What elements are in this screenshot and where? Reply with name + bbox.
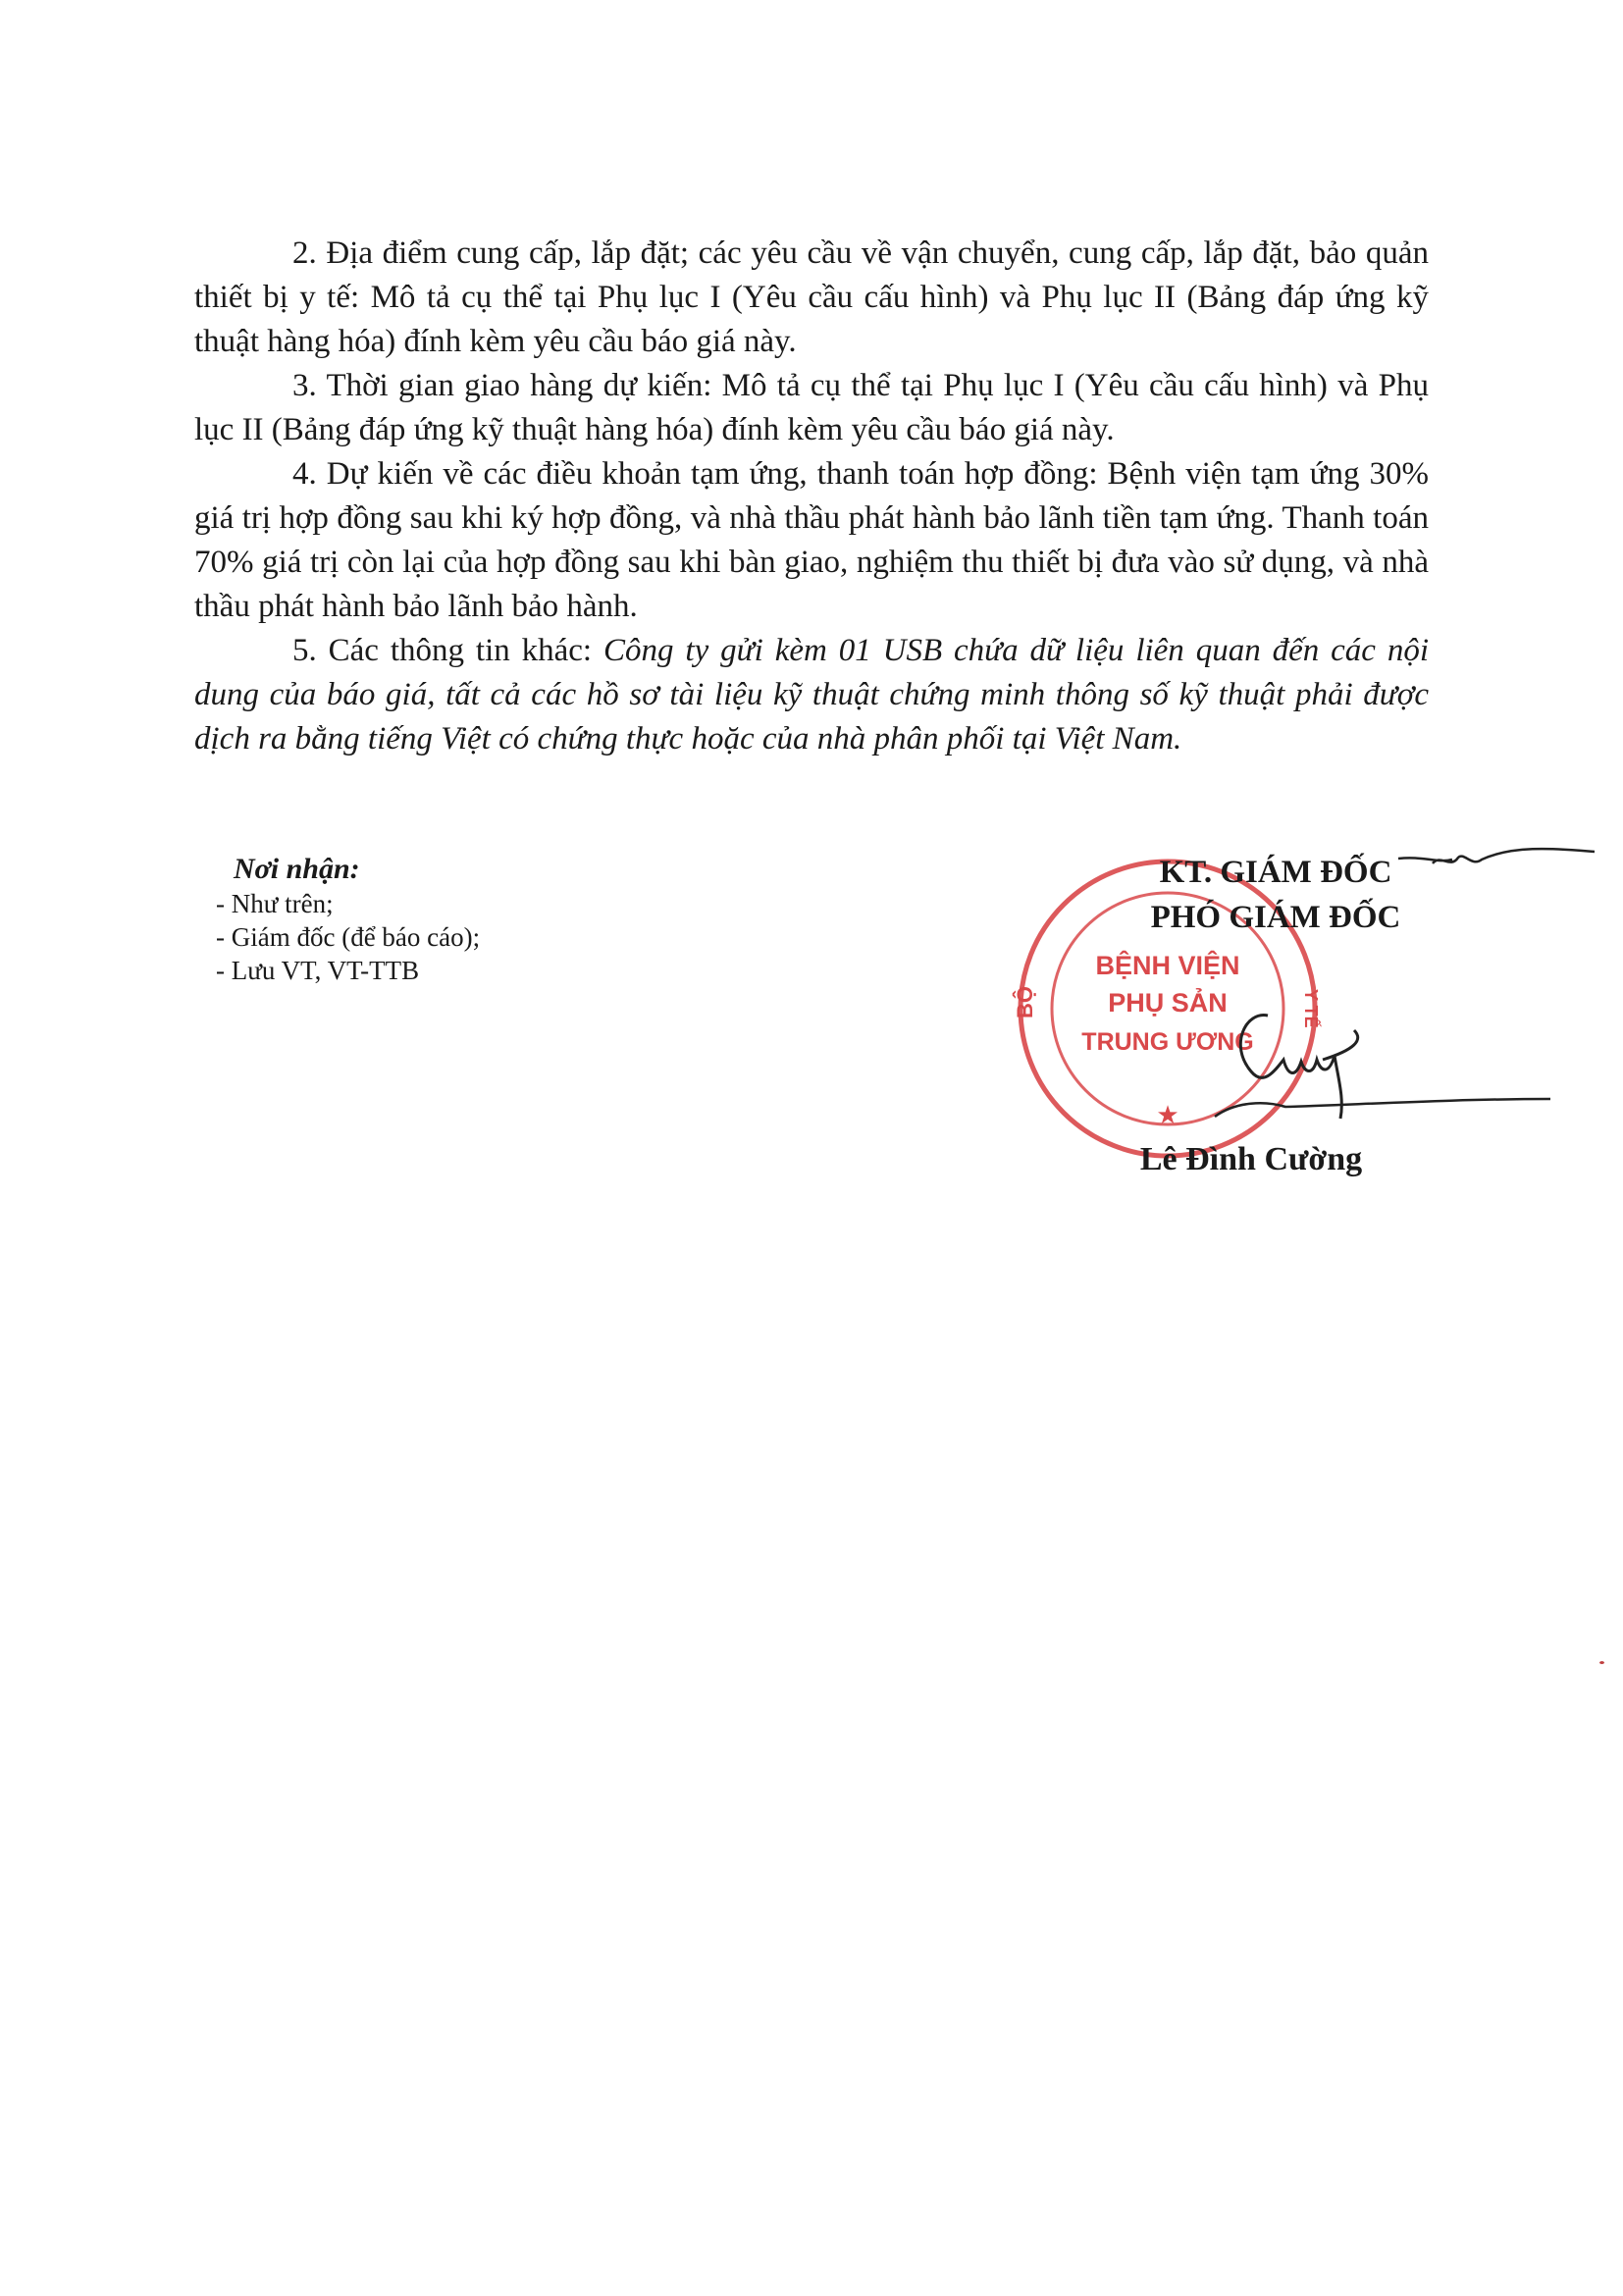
signature-title-line1: KT. GIÁM ĐỐC	[1159, 855, 1392, 890]
recipient-item: - Lưu VT, VT-TTB	[216, 956, 420, 985]
signature-title	[1099, 850, 1452, 940]
scan-speck	[1599, 1661, 1604, 1664]
paragraph-5-italic: Công ty gửi kèm 01 USB chứa dữ liệu liên quan đến các nội dung của báo giá, tất cả các hồ sơ tài liệu kỹ thuật chứng minh thông số kỹ thuật phải được dịch ra bằng tiếng Việt có chứng thực hoặc của nhà phân phối tại Việt Nam.	[194, 633, 1429, 757]
recipients-title: Nơi nhận:	[234, 853, 360, 885]
recipients-block	[216, 852, 480, 987]
signer-name: Lê Đình Cường	[1139, 1141, 1363, 1177]
stamp-side-left: BỘ	[1013, 986, 1037, 1018]
stamp-text-line1: BỆNH VIỆN	[1095, 951, 1240, 980]
body-text	[194, 232, 1429, 761]
recipient-item: - Giám đốc (để báo cáo);	[216, 922, 481, 952]
paragraph-5: 5. Các thông tin khác: Công ty gửi kèm 01 USB chứa dữ liệu liên quan đến các nội dung của báo giá, tất cả các hồ sơ tài liệu kỹ thuật chứng minh thông số kỹ thuật phải được dịch ra bằng tiếng Việt có chứng thực hoặc của nhà phân phối tại Việt Nam.	[194, 633, 1429, 757]
handwritten-signature	[1207, 991, 1570, 1138]
paragraph-2: 2. Địa điểm cung cấp, lắp đặt; các yêu cầu về vận chuyển, cung cấp, lắp đặt, bảo quản thiết bị y tế: Mô tả cụ thể tại Phụ lục I (Yêu cầu cấu hình) và Phụ lục II (Bảng đáp ứng kỹ thuật hàng hóa) đính kèm yêu cầu báo giá này.	[194, 235, 1429, 359]
paragraph-3: 3. Thời gian giao hàng dự kiến: Mô tả cụ thể tại Phụ lục I (Yêu cầu cấu hình) và Phụ lục II (Bảng đáp ứng kỹ thuật hàng hóa) đính kèm yêu cầu báo giá này.	[194, 368, 1429, 447]
stamp-text-line3: TRUNG ƯƠNG	[1081, 1028, 1254, 1056]
recipient-item: - Như trên;	[216, 889, 334, 918]
stamp-side-right: Y TẾ	[1301, 989, 1321, 1028]
stamp-star-icon: ★	[1156, 1101, 1179, 1129]
signature-title-line2: PHÓ GIÁM ĐỐC	[1150, 900, 1401, 935]
stamp-text-line2: PHỤ SẢN	[1108, 988, 1228, 1018]
paragraph-4: 4. Dự kiến về các điều khoản tạm ứng, thanh toán hợp đồng: Bệnh viện tạm ứng 30% giá trị hợp đồng sau khi ký hợp đồng, và nhà thầu phát hành bảo lãnh tiền tạm ứng. Thanh toán 70% giá trị còn lại của hợp đồng sau khi bàn giao, nghiệm thu thiết bị đưa vào sử dụng, và nhà thầu phát hành bảo lãnh bảo hành.	[194, 456, 1429, 624]
